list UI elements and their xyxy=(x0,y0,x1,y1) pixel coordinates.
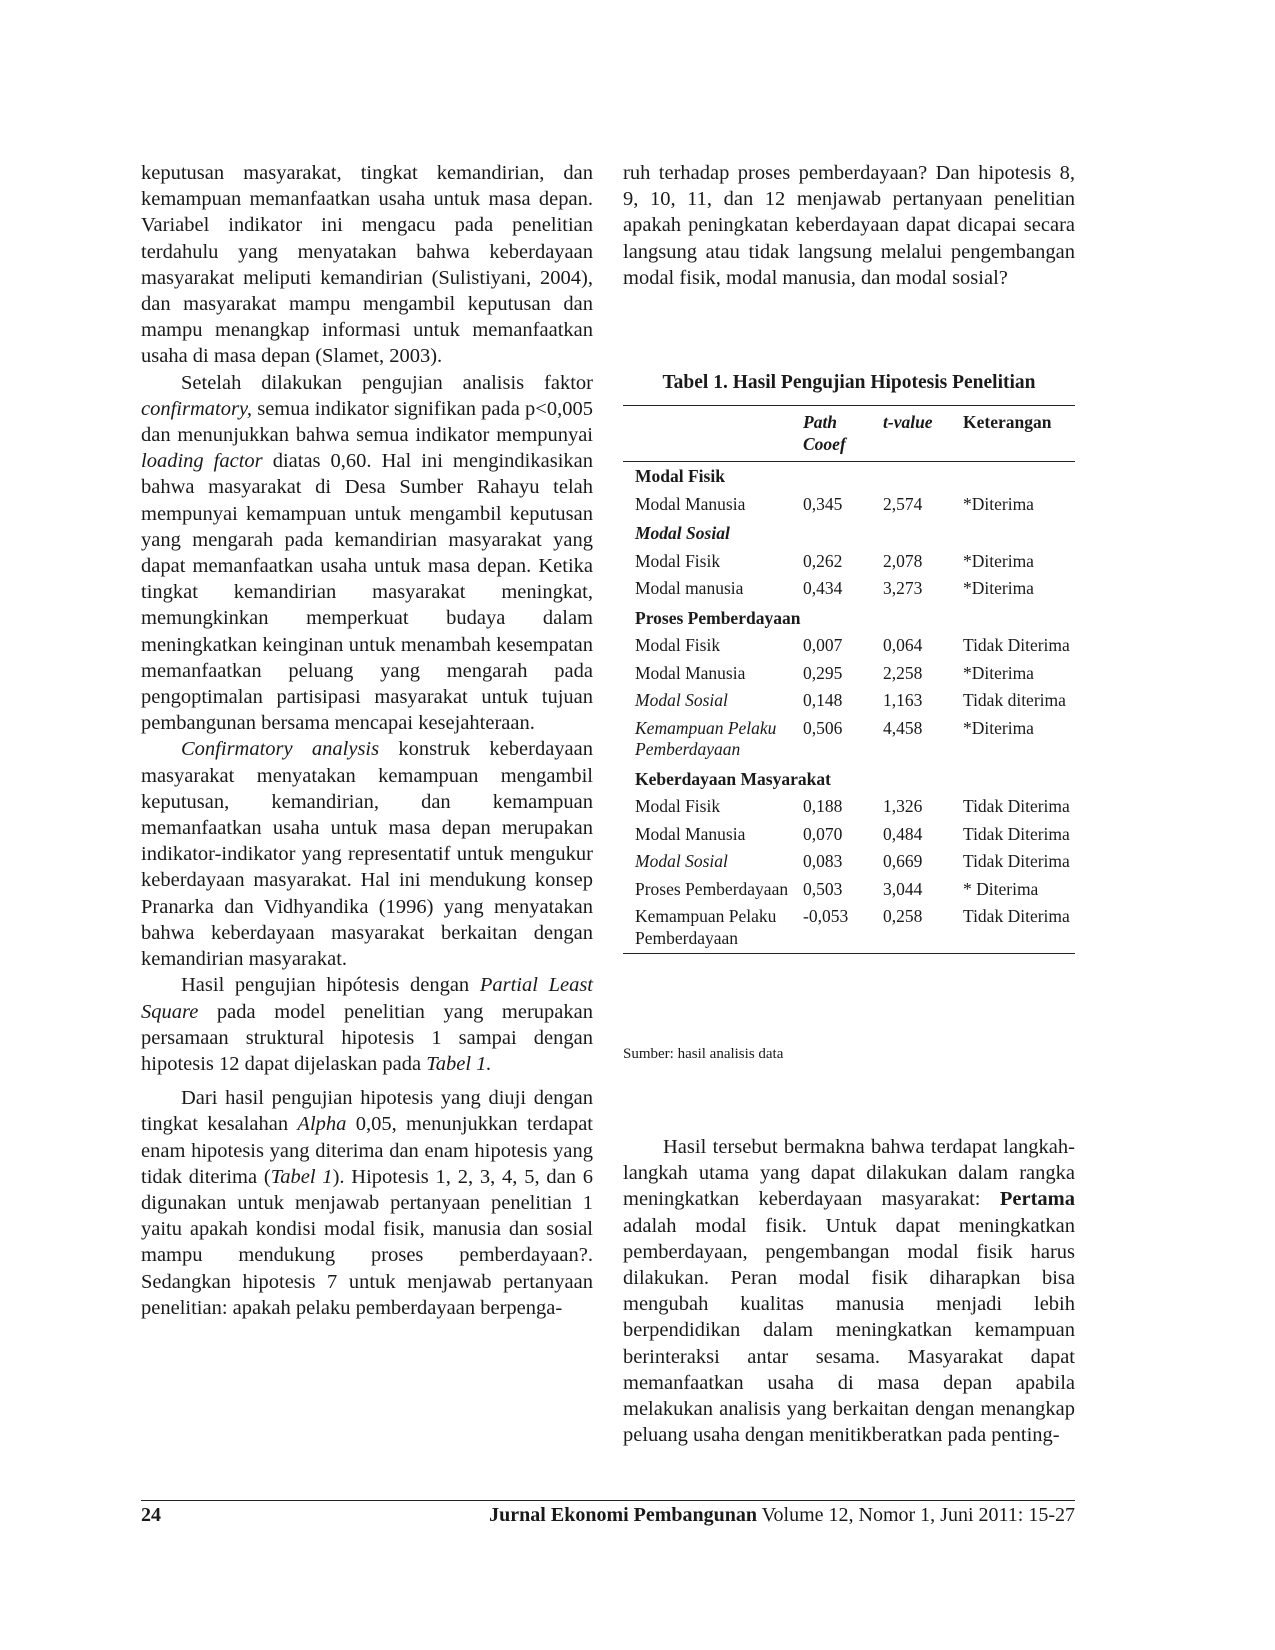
table-group-row xyxy=(623,519,1075,549)
table-header-row xyxy=(623,406,1075,462)
right-column-top xyxy=(623,160,1075,291)
group-label: Proses Pemberdayaan xyxy=(635,607,801,628)
group-label: Modal Fisik xyxy=(635,466,725,486)
path-coef-cell: 0,083 xyxy=(803,851,843,871)
paragraph: Hasil pengujian hipótesis dengan Partial Least Square pada model penelitian yang merupakan persamaan struktural hipotesis 1 sampai dengan hipotesis 12 dapat dijelaskan pada Tabel 1. xyxy=(141,974,593,1075)
table-row xyxy=(623,904,1075,954)
row-name-cell: Modal Fisik xyxy=(635,635,721,655)
keterangan-cell: Tidak Diterima xyxy=(963,823,1070,844)
header-t-value: t-value xyxy=(879,406,959,462)
keterangan-cell: *Diterima xyxy=(963,493,1034,514)
table-row xyxy=(623,661,1075,689)
paragraph: keputusan masyarakat, tingkat kemandirian, dan kemampuan memanfaatkan usaha untuk masa depan. Variabel indikator ini mengacu pada penelitian terdahulu yang menyatakan bahwa keberdayaan masyarakat meliputi kemandirian (Sulistiyani, 2004), dan masyarakat mampu mengambil keputusan dan mampu menangkap informasi untuk memanfaatkan usaha di masa depan (Slamet, 2003). xyxy=(141,162,593,368)
row-name-cell: Modal Manusia xyxy=(635,662,746,683)
t-value-cell: 2,258 xyxy=(883,662,923,683)
header-blank xyxy=(623,406,799,462)
t-value-cell: 2,078 xyxy=(883,550,923,571)
row-name-cell: Proses Pemberdayaan xyxy=(635,878,789,899)
table-row xyxy=(623,549,1075,577)
keterangan-cell: Tidak Diterima xyxy=(959,904,1075,954)
paragraph: Setelah dilakukan pengujian analisis faktor confirmatory, semua indikator signifikan pada p<0,005 dan menunjukkan bahwa semua indikator mempunyai loading factor diatas 0,60. Hal ini mengindikasikan bahwa masyarakat di Desa Sumber Rahayu telah mempunyai kemampuan untuk mengambil keputusan yang mengarah pada kemandirian masyarakat yang dapat memanfaatkan usaha untuk masa depan. Ketika tingkat kemandirian masyarakat meningkat, memungkinkan memperkuat budaya dalam meningkatkan keinginan untuk menambah kesempatan memanfaatkan peluang yang mengarah pada pengoptimalan partisipasi masyarakat untuk tujuan pembangunan bersama mencapai kesejahteraan. xyxy=(141,371,593,735)
paragraph: Confirmatory analysis konstruk keberdayaan masyarakat menyatakan kemampuan mengambil keputusan, kemandirian, dan kemampuan memanfaatkan usaha untuk masa depan merupakan indikator-indikator yang representatif untuk mengukur keberdayaan masyarakat. Hal ini mendukung konsep Pranarka dan Vidhyandika (1996) yang menyatakan bahwa keberdayaan masyarakat berkaitan dengan kemandirian masyarakat. xyxy=(141,738,593,971)
keterangan-cell: Tidak Diterima xyxy=(963,796,1070,816)
table-group-row xyxy=(623,604,1075,634)
t-value-cell: 3,044 xyxy=(883,878,923,899)
t-value-cell: 0,064 xyxy=(883,635,923,655)
row-name-cell: Modal manusia xyxy=(635,578,744,598)
journal-name: Jurnal Ekonomi Pembangunan xyxy=(489,1504,758,1526)
paragraph: ruh terhadap proses pemberdayaan? Dan hipotesis 8, 9, 10, 11, dan 12 menjawab pertanyaan penelitian apakah peningkatan keberdayaan dapat dicapai secara langsung atau tidak langsung melalui pengembangan modal fisik, modal manusia, dan modal sosial? xyxy=(623,162,1075,289)
table-row xyxy=(623,716,1075,765)
row-name-cell: Modal Sosial xyxy=(635,690,728,710)
path-coef-cell: 0,434 xyxy=(803,578,843,598)
table-row xyxy=(623,576,1075,604)
table-body xyxy=(623,462,1075,954)
keterangan-cell: Tidak Diterima xyxy=(963,635,1070,655)
left-column xyxy=(141,160,593,1321)
row-name-cell: Modal Sosial xyxy=(635,851,728,871)
t-value-cell: 1,163 xyxy=(883,690,923,710)
t-value-cell: 3,273 xyxy=(883,578,923,598)
t-value-cell: 0,258 xyxy=(879,904,959,954)
keterangan-cell: * Diterima xyxy=(963,878,1039,899)
keterangan-cell: *Diterima xyxy=(963,662,1034,683)
row-name-cell: Modal Manusia xyxy=(635,823,746,844)
paragraph: Dari hasil pengujian hipotesis yang diuji dengan tingkat kesalahan Alpha 0,05, menunjukkan terdapat enam hipotesis yang diterima dan enam hipotesis yang tidak diterima (Tabel 1). Hipotesis 1, 2, 3, 4, 5, dan 6 digunakan untuk menjawab pertanyaan penelitian 1 yaitu apakah kondisi modal fisik, manusia dan sosial mampu mendukung proses pemberdayaan?. Sedangkan hipotesis 7 untuk menjawab pertanyaan penelitian: apakah pelaku pemberdayaan berpenga- xyxy=(141,1087,593,1319)
row-name-cell: Modal Manusia xyxy=(635,493,746,514)
path-coef-cell: 0,070 xyxy=(803,823,843,844)
paragraph: Hasil tersebut bermakna bahwa terdapat langkah-langkah utama yang dapat dilakukan dalam rangka meningkatkan keberdayaan masyarakat: Pertama adalah modal fisik. Untuk dapat meningkatkan pemberdayaan, pengembangan modal fisik harus dilakukan. Peran modal fisik diharapkan bisa mengubah kualitas manusia menjadi lebih berpendidikan dalam meningkatkan kemampuan berinteraksi antar sesama. Masyarakat dapat memanfaatkan usaha di masa depan apabila melakukan analisis yang berkaitan dengan menangkap peluang usaha dengan menitikberatkan pada penting- xyxy=(623,1136,1075,1447)
header-keterangan: Keterangan xyxy=(959,406,1075,462)
row-name-cell: Kemampuan Pelaku Pemberdayaan xyxy=(635,717,777,759)
path-coef-cell: 0,506 xyxy=(803,717,843,738)
journal-issue: Volume 12, Nomor 1, Juni 2011: 15-27 xyxy=(757,1504,1075,1526)
group-label: Modal Sosial xyxy=(635,523,730,543)
footer-divider xyxy=(141,1500,1075,1501)
table-source: Sumber: hasil analisis data xyxy=(623,1046,784,1062)
page-number: 24 xyxy=(141,1504,161,1526)
path-coef-cell: 0,345 xyxy=(803,493,843,514)
table-row xyxy=(623,822,1075,850)
table-row xyxy=(623,633,1075,661)
keterangan-cell: *Diterima xyxy=(963,717,1034,738)
right-column-bottom xyxy=(623,1134,1075,1448)
keterangan-cell: *Diterima xyxy=(963,550,1034,571)
keterangan-cell: *Diterima xyxy=(963,578,1034,598)
row-name-cell: Kemampuan Pelaku Pemberdayaan xyxy=(623,904,799,954)
row-name-cell: Modal Fisik xyxy=(635,796,721,816)
path-coef-cell: 0,262 xyxy=(803,550,843,571)
path-coef-cell: 0,503 xyxy=(803,878,843,899)
table-caption: Tabel 1. Hasil Pengujian Hipotesis Penelitian xyxy=(662,372,1036,393)
row-name-cell: Modal Fisik xyxy=(635,550,721,571)
t-value-cell: 4,458 xyxy=(883,717,923,738)
results-table xyxy=(623,405,1075,954)
t-value-cell: 0,669 xyxy=(883,851,923,871)
table-row xyxy=(623,849,1075,877)
table-row xyxy=(623,688,1075,716)
keterangan-cell: Tidak diterima xyxy=(963,690,1066,710)
path-coef-cell: 0,007 xyxy=(803,635,843,655)
table-row xyxy=(623,877,1075,905)
table-row xyxy=(623,794,1075,822)
path-coef-cell: 0,295 xyxy=(803,662,843,683)
keterangan-cell: Tidak Diterima xyxy=(963,851,1070,871)
table-group-row xyxy=(623,765,1075,795)
table-row xyxy=(623,492,1075,520)
journal-reference xyxy=(489,1504,1075,1527)
t-value-cell: 0,484 xyxy=(883,823,923,844)
path-coef-cell: 0,148 xyxy=(803,690,843,710)
t-value-cell: 2,574 xyxy=(883,493,923,514)
table-group-row xyxy=(623,462,1075,492)
path-coef-cell: -0,053 xyxy=(799,904,879,954)
group-label: Keberdayaan Masyarakat xyxy=(635,768,831,789)
t-value-cell: 1,326 xyxy=(883,796,923,816)
header-path-coef: Path Cooef xyxy=(799,406,879,462)
path-coef-cell: 0,188 xyxy=(803,796,843,816)
